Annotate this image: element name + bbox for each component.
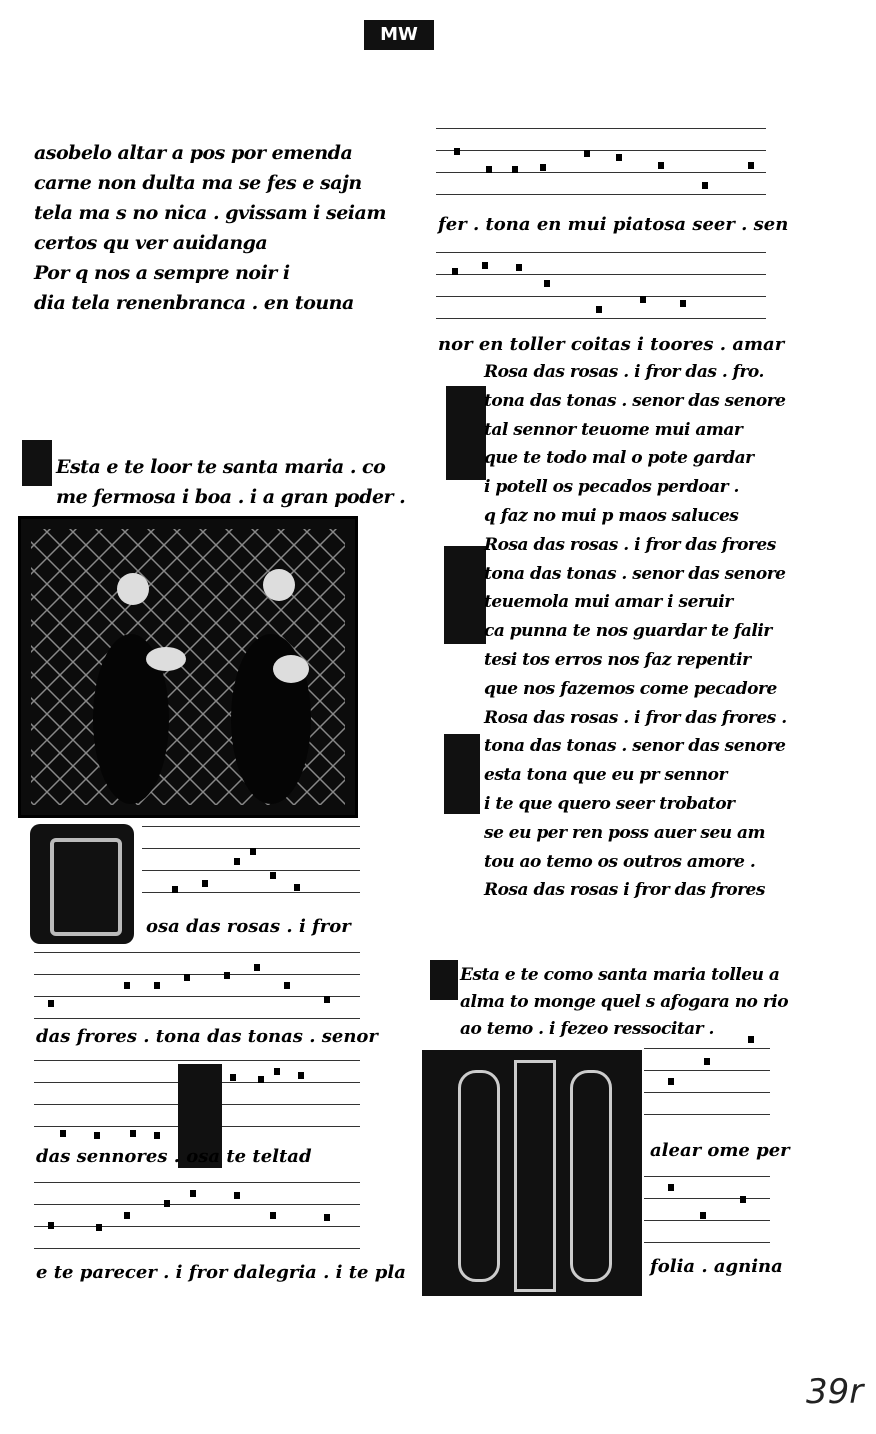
right-verses [484,358,787,905]
verse-line: i te que quero seer trobator [484,793,735,814]
verse-line: tona das tonas . senor das senore [484,390,786,411]
initial-e [444,734,480,814]
verse-line: que nos fazemos come pecadore [484,678,777,699]
lyric-line: das sennores . osa te teltad [36,1146,312,1167]
right-rubric [460,962,789,1043]
header-emblem-text: MW [380,24,418,45]
verse-line: ca punna te nos guardar te falir [484,621,772,642]
staff-left-2 [34,952,360,1032]
verse-line: teuemola mui amar i seruir [484,592,733,613]
miniature-musicians [18,516,358,818]
lyric-line: e te parecer . i fror dalegria . i te pla [36,1262,406,1283]
initial-e-right [430,960,458,1000]
header-emblem [364,20,434,50]
staff-left-1 [142,826,360,916]
verse-line: que te todo mal o pote gardar [484,448,754,469]
lyric-line: folia . agnina [650,1256,783,1277]
verse-line: q faz no mui p maos saluces [484,505,739,526]
illuminated-initial-m [422,1050,642,1296]
lyric-line: fer . tona en mui piatosa seer . sen [438,214,789,235]
verse-line: tal sennor teuome mui amar [484,419,743,440]
verse-line: Rosa das rosas . i fror das frores [484,534,776,555]
verse-line: esta tona que eu pr sennor [484,765,727,786]
staff-right-2 [436,252,766,336]
verse-line: tona das tonas . senor das senore [484,563,786,584]
folio-number: 39r [806,1372,864,1412]
verse-line: tesi tos erros nos faz repentir [484,649,751,670]
rubric-line: Esta e te loor te santa maria . co [56,456,386,478]
verse-line: Rosa das rosas . i fror das . fro. [484,362,764,382]
staff-right-1 [436,128,766,208]
initial-e-left [22,440,52,486]
text-line: certos qu ver auidanga [34,232,268,254]
left-top-text [34,138,386,318]
initial-a [446,386,486,480]
lyric-line: osa das rosas . i fror [146,916,351,937]
left-rubric [56,452,406,512]
text-line: carne non dulta ma se fes e sajn [34,172,362,194]
lyric-line: das frores . tona das tonas . senor [36,1026,378,1047]
initial-d [444,546,486,644]
musicians-illustration [21,519,355,815]
verse-line: i potell os pecados perdoar . [484,477,739,498]
rubric-line: alma to monge quel s afogara no rio [460,992,789,1012]
text-line: Por q nos a sempre noir i [34,262,290,284]
rubric-line: Esta e te como santa maria tolleu a [460,965,780,985]
lyric-line: nor en toller coitas i toores . amar [438,334,785,355]
verse-line: tona das tonas . senor das senore [484,736,786,757]
verse-line: tou ao temo os outros amore . [484,851,756,872]
text-line: tela ma s no nica . gvissam i seiam [34,202,386,224]
text-line: dia tela renenbranca . en touna [34,292,354,314]
staff-right-3 [644,1048,770,1132]
text-line: asobelo altar a pos por emenda [34,142,353,164]
verse-line: Rosa das rosas . i fror das frores . [484,707,787,728]
verse-line: se eu per ren poss auer seu am [484,822,766,843]
rubric-line: me fermosa i boa . i a gran poder . [56,486,406,508]
staff-right-4 [644,1176,770,1256]
illuminated-initial-r [30,824,134,944]
staff-left-4 [34,1182,360,1266]
verse-line: Rosa das rosas i fror das frores [484,880,765,901]
lyric-line: alear ome per [650,1140,790,1161]
rubric-line: ao temo . i fezeo ressocitar . [460,1019,714,1039]
